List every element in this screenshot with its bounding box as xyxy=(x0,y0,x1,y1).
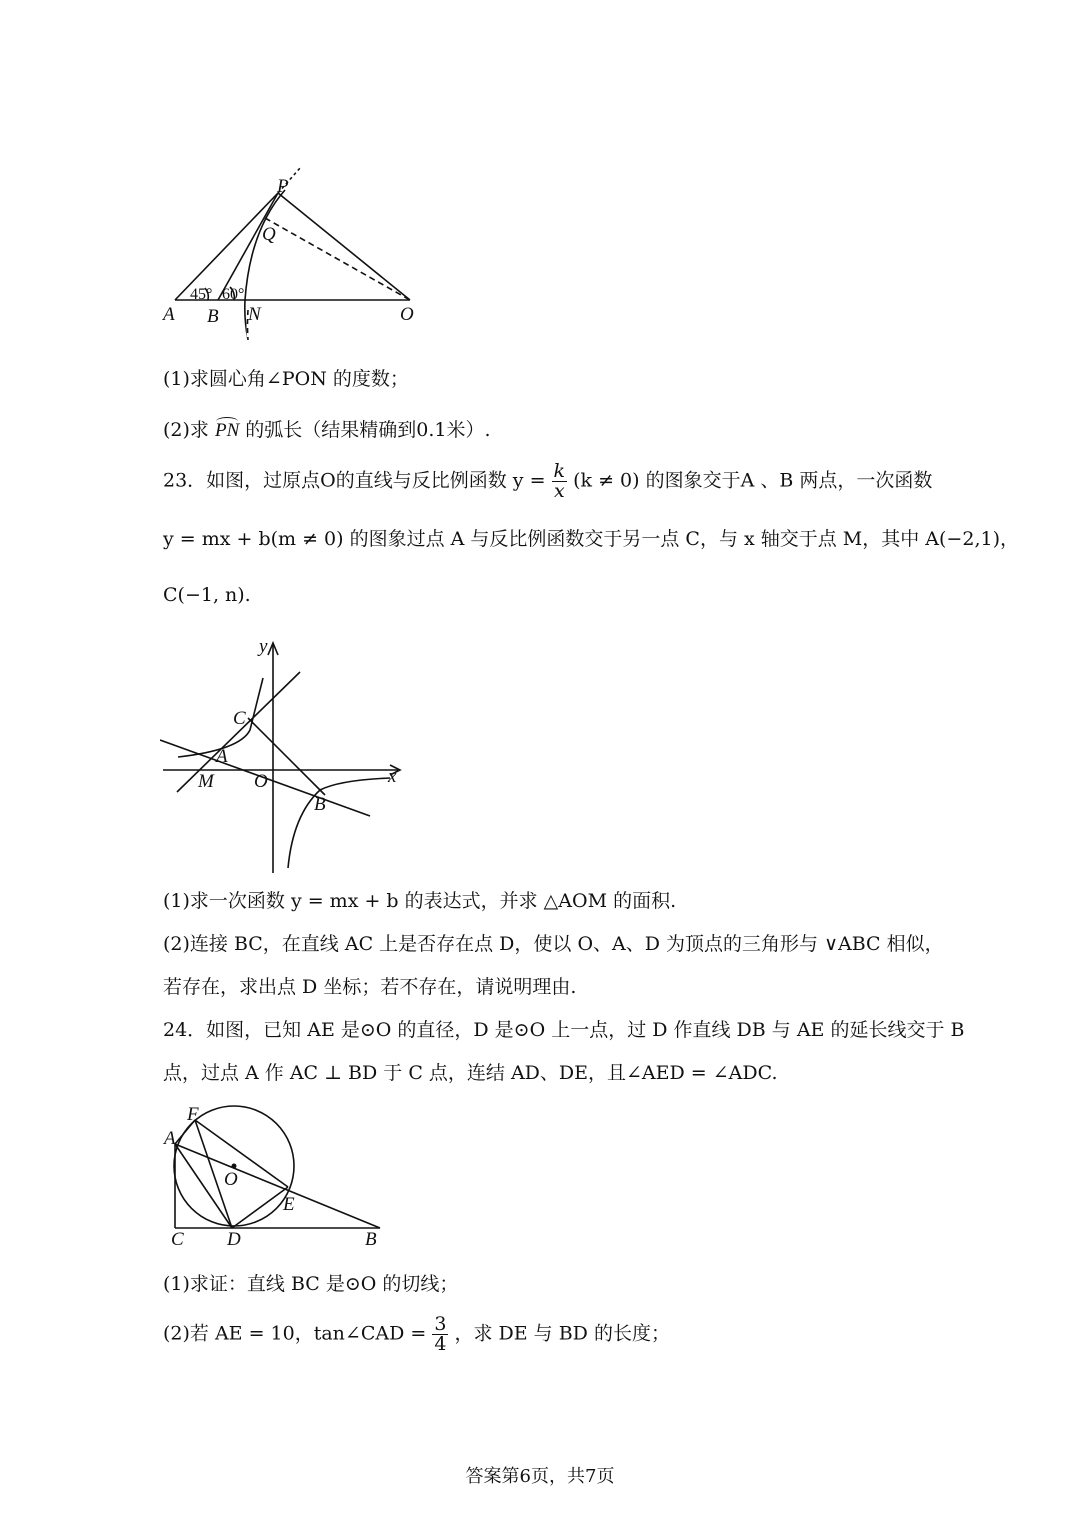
label-y: y xyxy=(259,636,268,657)
fraction-numerator: k xyxy=(553,460,566,482)
q24-part2-prefix: (2)若 AE = 10，tan∠CAD = xyxy=(163,1322,427,1345)
label-n: N xyxy=(248,304,261,325)
q24-part2-suffix: ，求 DE 与 BD 的长度； xyxy=(454,1322,670,1345)
center-point-o xyxy=(232,1164,237,1169)
label-e: E xyxy=(283,1194,295,1215)
label-m: M xyxy=(198,771,214,792)
q23-line1-prefix: 23．如图，过原点O的直线与反比例函数 y = xyxy=(163,469,546,492)
label-b: B xyxy=(314,794,326,815)
label-b: B xyxy=(207,306,219,327)
q24-line1: 24．如图，已知 AE 是⊙O 的直径，D 是⊙O 上一点，过 D 作直线 DB 与 AE 的延长线交于 B xyxy=(163,1019,965,1041)
fraction-k-over-x xyxy=(552,462,568,501)
label-d: D xyxy=(227,1229,241,1250)
figure-1-diagram xyxy=(160,160,450,350)
label-angle-45: 45° xyxy=(190,286,213,303)
label-a: A xyxy=(163,304,175,325)
line-ab xyxy=(175,1144,380,1228)
q24-line2: 点，过点 A 作 AC ⊥ BD 于 C 点，连结 AD、DE，且∠AED = ∠ADC. xyxy=(163,1062,778,1084)
q23-line3: C(−1, n). xyxy=(163,584,251,606)
line-mc xyxy=(177,672,300,792)
q24-part1: (1)求证：直线 BC 是⊙O 的切线； xyxy=(163,1273,459,1295)
label-b: B xyxy=(365,1229,377,1250)
q22-part2-prefix: (2)求 xyxy=(163,419,209,441)
line-po xyxy=(278,193,410,300)
fraction-numerator: 3 xyxy=(434,1313,447,1335)
q23-part2-line1: (2)连接 BC，在直线 AC 上是否存在点 D，使以 O、A、D 为顶点的三角形与 ∨ABC 相似， xyxy=(163,933,944,955)
label-a: A xyxy=(164,1128,176,1149)
q23-line1-suffix: (k ≠ 0) 的图象交于A 、B 两点，一次函数 xyxy=(573,469,933,492)
q22-part1: (1)求圆心角∠PON 的度数； xyxy=(163,368,409,390)
label-x: x xyxy=(388,766,397,787)
line-fe xyxy=(195,1120,288,1187)
q23-part1: (1)求一次函数 y = mx + b 的表达式，并求 △AOM 的面积. xyxy=(163,890,677,912)
label-o: O xyxy=(400,304,414,325)
q22-part2 xyxy=(163,419,491,443)
label-c: C xyxy=(233,708,246,729)
q23-part2-line2: 若存在，求出点 D 坐标；若不存在，请说明理由. xyxy=(163,976,577,998)
fraction-denominator: x xyxy=(553,480,565,502)
label-o: O xyxy=(224,1169,238,1190)
line-qo xyxy=(265,218,410,300)
q22-part2-suffix: 的弧长（结果精确到0.1米）. xyxy=(245,419,491,441)
fraction-3-over-4 xyxy=(432,1315,448,1354)
label-p: P xyxy=(277,176,289,197)
page-footer: 答案第6页，共7页 xyxy=(465,1466,615,1487)
fraction-denominator: 4 xyxy=(434,1333,447,1355)
line-de xyxy=(232,1187,288,1228)
label-angle-60: 60° xyxy=(222,286,245,303)
arc-pn-notation: PN xyxy=(214,420,240,441)
label-f: F xyxy=(187,1104,199,1125)
q23-line1 xyxy=(163,462,932,501)
label-c: C xyxy=(171,1229,184,1250)
q24-part2 xyxy=(163,1315,670,1354)
figure-2-coordinate-graph xyxy=(160,630,410,880)
label-a: A xyxy=(216,746,228,767)
q23-line2: y = mx + b(m ≠ 0) 的图象过点 A 与反比例函数交于另一点 C，与 x 轴交于点 M，其中 A(−2,1)， xyxy=(163,528,1019,550)
label-o: O xyxy=(254,771,268,792)
label-q: Q xyxy=(262,224,276,245)
figure-3-circle-diagram xyxy=(160,1100,390,1250)
